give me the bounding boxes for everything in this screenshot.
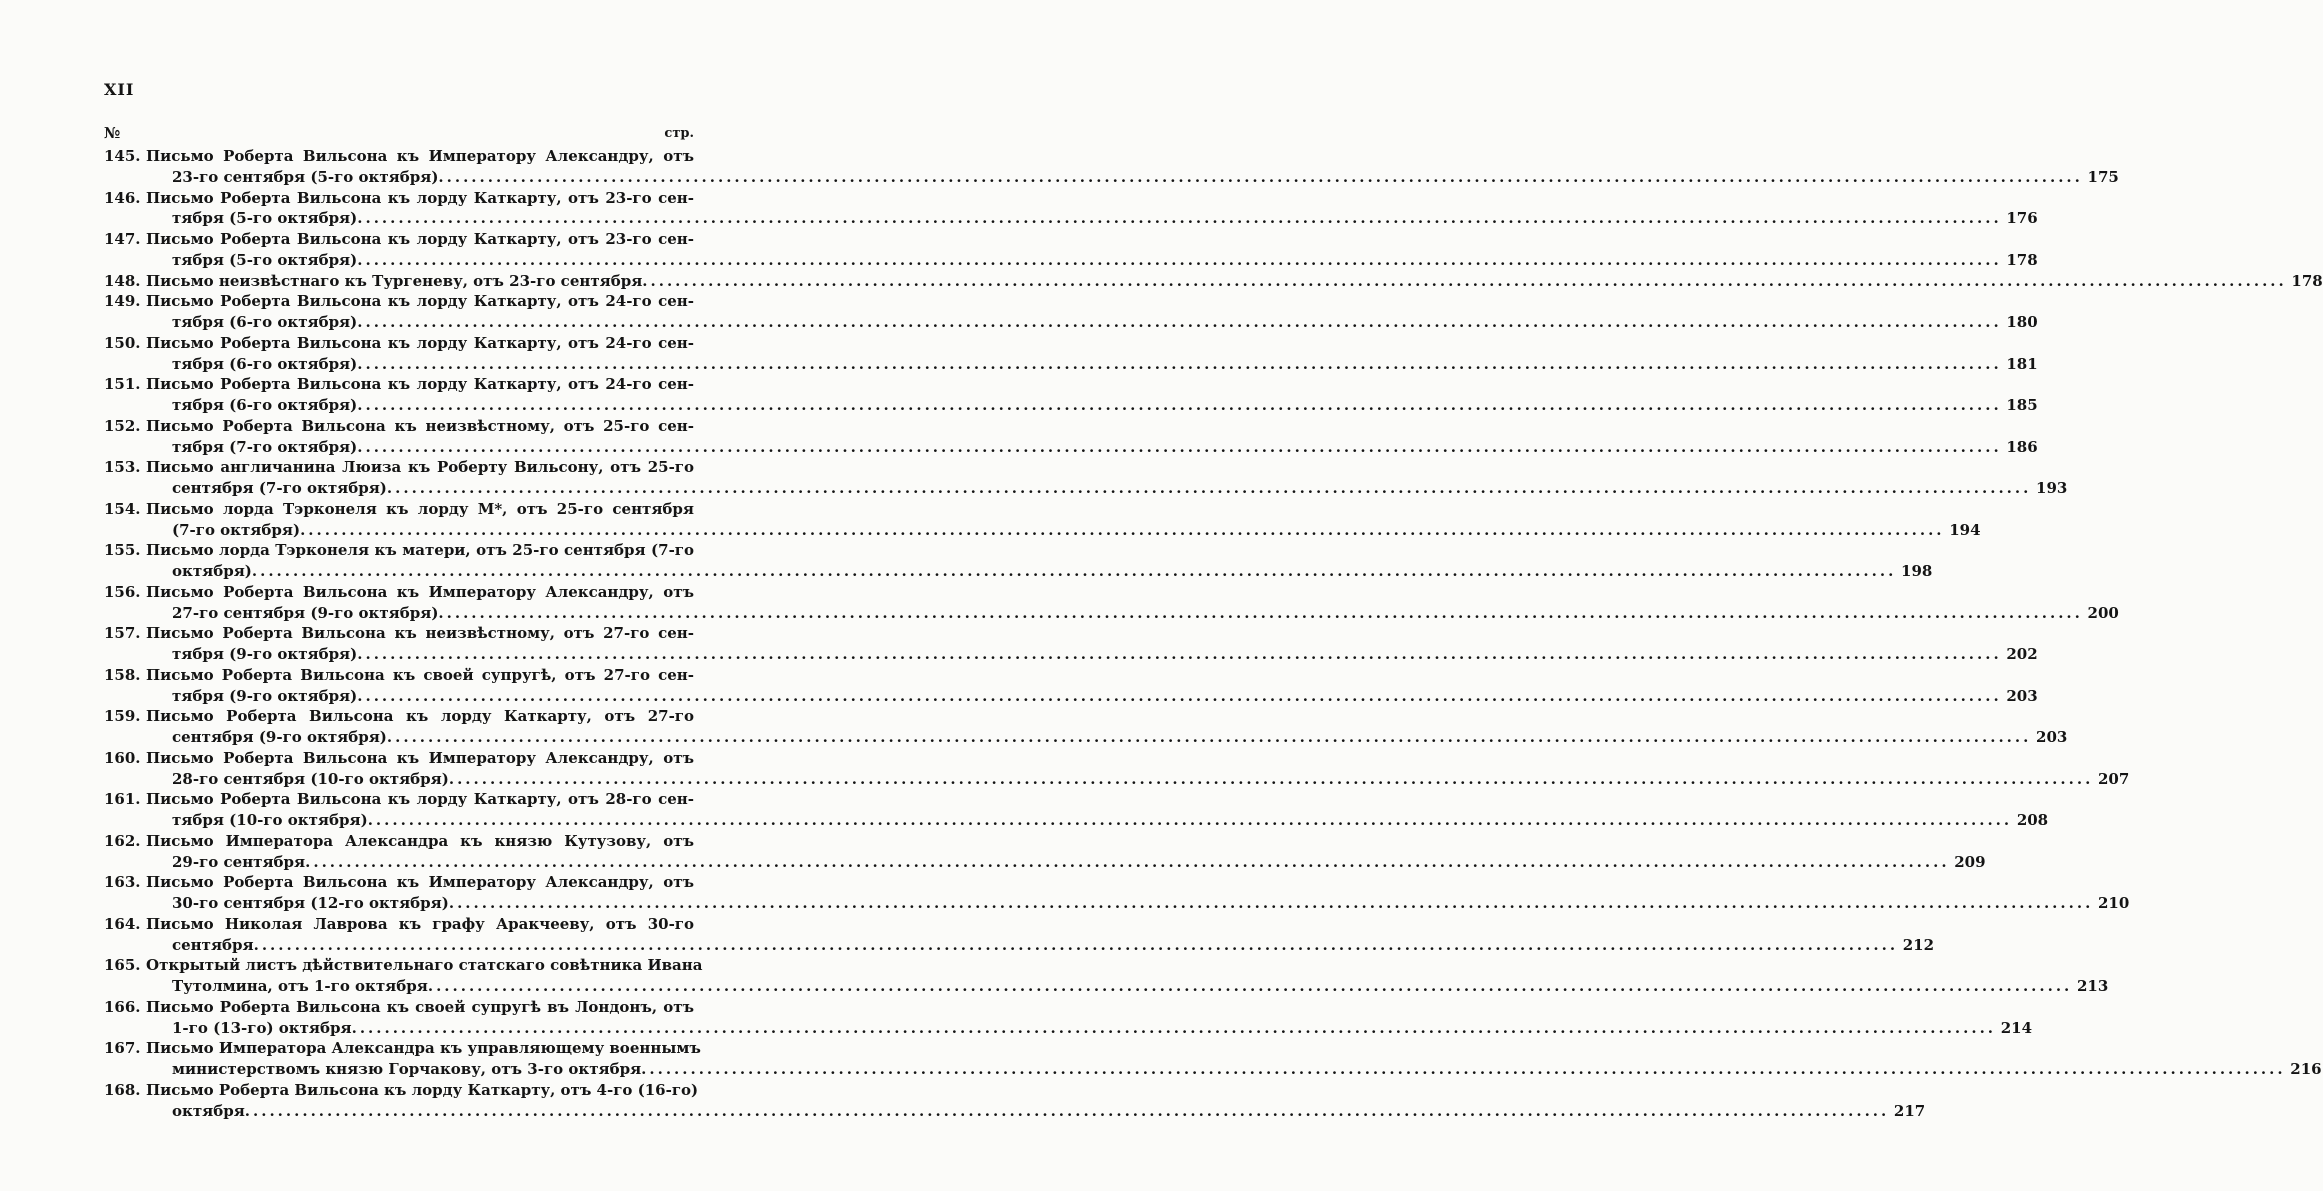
toc-entry-number: 160. bbox=[104, 748, 141, 767]
toc-entry-number: 165. bbox=[104, 956, 141, 975]
toc-entry-continuation-line bbox=[172, 1059, 2322, 1080]
toc-entry-continuation-line bbox=[172, 644, 2038, 665]
toc-entry-number: 154. bbox=[104, 499, 141, 518]
dot-leader: ........................................................................................................................................................................................................ bbox=[357, 686, 2002, 705]
toc-entry-title: Письмо Роберта Вильсона къ Императору Александру, отъ bbox=[146, 582, 694, 601]
toc-entry bbox=[104, 955, 2109, 997]
toc-entry-title: октября bbox=[172, 1101, 245, 1120]
toc-entry-continuation-line bbox=[172, 395, 2038, 416]
dot-leader: ........................................................................................................................................................................................................ bbox=[244, 1101, 1890, 1120]
toc-entry-page-number: 208 bbox=[2016, 811, 2049, 829]
toc-entry-first-line bbox=[104, 997, 694, 1018]
toc-entry-page-number: 214 bbox=[2000, 1018, 2033, 1037]
toc-entry-number: 148. bbox=[104, 271, 141, 290]
toc-entry-page-number: 213 bbox=[2076, 977, 2109, 995]
toc-entry-page-number: 207 bbox=[2097, 769, 2130, 788]
toc-entry-continuation-line bbox=[172, 852, 1986, 873]
toc-entry-page-number: 180 bbox=[2006, 313, 2038, 331]
toc-entry-page-number: 209 bbox=[1954, 852, 1986, 871]
toc-entry-page-number: 178 bbox=[2006, 250, 2038, 269]
toc-entry-continuation-line bbox=[172, 603, 2119, 624]
toc-entry-first-line bbox=[104, 582, 694, 603]
toc-entry-title: 1-го (13-го) октября bbox=[172, 1018, 352, 1037]
dot-leader: ........................................................................................................................................................................................................ bbox=[438, 603, 2083, 622]
toc-entry-page-number: 198 bbox=[1901, 562, 1933, 580]
toc-entry-title: сентября (9-го октября) bbox=[172, 728, 387, 746]
toc-entry-first-line bbox=[104, 872, 694, 893]
page-column-label: стр. bbox=[664, 126, 694, 141]
toc-header bbox=[104, 124, 694, 144]
toc-entry-number: 168. bbox=[104, 1080, 141, 1099]
toc-entry bbox=[104, 416, 2038, 458]
toc-entry-title: тября (7-го октября) bbox=[172, 437, 358, 456]
dot-leader: ........................................................................................................................................................................................................ bbox=[448, 769, 2094, 788]
toc-entry-title: Письмо лорда Тэрконеля къ матери, отъ 25-го сентября (7-го bbox=[146, 541, 694, 560]
dot-leader: ........................................................................................................................................................................................................ bbox=[357, 437, 2002, 456]
toc-entry-first-line bbox=[104, 457, 694, 478]
toc-entry bbox=[104, 333, 2038, 375]
toc-entry-first-line bbox=[104, 291, 694, 312]
dot-leader: ........................................................................................................................................................................................................ bbox=[357, 313, 2002, 331]
toc-entry-continuation-line bbox=[172, 478, 2068, 499]
toc-entry-continuation-line bbox=[172, 312, 2038, 333]
toc-entry-title: тября (6-го октября) bbox=[172, 354, 358, 373]
toc-entry-page-number: 200 bbox=[2087, 603, 2119, 622]
toc-entry-first-line bbox=[104, 333, 694, 354]
toc-entry-title: Письмо Роберта Вильсона къ неизвѣстному, отъ 27-го сен- bbox=[146, 624, 694, 643]
toc-entry-first-line bbox=[104, 1038, 701, 1059]
toc-entry-continuation-line bbox=[172, 686, 2038, 707]
toc-entry-page-number: 178 bbox=[2291, 271, 2323, 290]
dot-leader: ........................................................................................................................................................................................................ bbox=[357, 250, 2002, 269]
dot-leader: ........................................................................................................................................................................................................ bbox=[642, 271, 2287, 290]
toc-entry-continuation-line bbox=[172, 935, 1935, 956]
dot-leader: ........................................................................................................................................................................................................ bbox=[641, 1060, 2286, 1078]
toc-entry-first-line bbox=[104, 146, 694, 167]
toc-entry-title: Письмо Роберта Вильсона къ лорду Каткарту, отъ 28-го сен- bbox=[146, 790, 694, 809]
toc-entry bbox=[104, 623, 2038, 665]
toc-entry-continuation-line bbox=[172, 520, 1981, 541]
dot-leader: ........................................................................................................................................................................................................ bbox=[253, 935, 1899, 954]
toc-entry-title: тября (5-го октября) bbox=[172, 209, 358, 228]
toc-entry-title: Письмо Роберта Вильсона къ Императору Александру, отъ bbox=[146, 147, 694, 165]
toc-entry-continuation-line bbox=[172, 167, 2119, 188]
toc-entry bbox=[104, 665, 2038, 707]
toc-entry-number: 161. bbox=[104, 790, 141, 809]
toc-entry-title: тября (9-го октября) bbox=[172, 645, 358, 663]
toc-entry-first-line bbox=[104, 623, 694, 644]
table-of-contents bbox=[104, 146, 2323, 1121]
toc-entry-page-number: 212 bbox=[1902, 935, 1935, 954]
toc-entry bbox=[104, 997, 2033, 1039]
dot-leader: ........................................................................................................................................................................................................ bbox=[357, 354, 2002, 373]
toc-entry-page-number: 176 bbox=[2006, 209, 2038, 228]
toc-entry-page-number: 203 bbox=[2036, 728, 2068, 746]
number-column-label: № bbox=[104, 124, 121, 142]
toc-entry-title: 29-го сентября bbox=[172, 852, 306, 871]
toc-entry-first-line bbox=[104, 416, 694, 437]
toc-entry-title: Тутолмина, отъ 1-го октября bbox=[172, 977, 428, 995]
toc-entry-title: Письмо Роберта Вильсона къ неизвѣстному, отъ 25-го сен- bbox=[146, 416, 694, 435]
toc-entry-title: 28-го сентября (10-го октября) bbox=[172, 769, 449, 788]
toc-entry-page-number: 175 bbox=[2087, 167, 2119, 186]
toc-entry-continuation-line bbox=[172, 1018, 2033, 1039]
toc-entry-continuation-line bbox=[172, 976, 2109, 997]
toc-entry bbox=[104, 229, 2038, 271]
toc-entry-page-number: 193 bbox=[2036, 479, 2068, 497]
toc-entry-page-number: 181 bbox=[2006, 354, 2038, 373]
toc-entry-page-number: 185 bbox=[2006, 396, 2038, 414]
toc-entry-title: Письмо Роберта Вильсона къ лорду Каткарту, отъ 24-го сен- bbox=[146, 375, 694, 394]
toc-entry-continuation-line bbox=[172, 810, 2049, 831]
toc-entry bbox=[104, 499, 1981, 541]
toc-entry bbox=[104, 146, 2119, 188]
toc-entry-title: Письмо неизвѣстнаго къ Тургеневу, отъ 23-го сентября bbox=[146, 271, 643, 290]
toc-entry-continuation-line bbox=[172, 893, 2130, 914]
toc-entry-title: тября (5-го октября) bbox=[172, 250, 358, 269]
toc-entry-page-number: 216 bbox=[2290, 1060, 2322, 1078]
toc-entry-title: Письмо Роберта Вильсона къ лорду Каткарту, отъ 23-го сен- bbox=[146, 230, 694, 248]
toc-entry-number: 150. bbox=[104, 333, 141, 352]
toc-entry-first-line bbox=[104, 374, 694, 395]
toc-entry-number: 145. bbox=[104, 147, 141, 165]
toc-entry-title: сентября bbox=[172, 935, 254, 954]
toc-entry-title: Письмо Роберта Вильсона къ лорду Каткарту, отъ 24-го сен- bbox=[146, 292, 694, 311]
toc-entry-first-line bbox=[104, 789, 694, 810]
toc-entry-continuation-line bbox=[172, 250, 2038, 271]
toc-entry-continuation-line bbox=[172, 354, 2038, 375]
toc-entry-first-line bbox=[104, 955, 703, 976]
toc-entry-first-line bbox=[104, 1080, 699, 1101]
toc-entry-number: 156. bbox=[104, 582, 141, 601]
toc-entry-title: Письмо Роберта Вильсона къ лорду Каткарту, отъ 24-го сен- bbox=[146, 333, 694, 352]
toc-entry-title: 30-го сентября (12-го октября) bbox=[172, 894, 449, 912]
toc-entry-title: сентября (7-го октября) bbox=[172, 479, 387, 497]
toc-entry-title: министерствомъ князю Горчакову, отъ 3-го октября bbox=[172, 1060, 642, 1078]
toc-entry-number: 159. bbox=[104, 707, 141, 726]
dot-leader: ........................................................................................................................................................................................................ bbox=[367, 811, 2013, 829]
toc-entry bbox=[104, 1080, 1926, 1122]
toc-entry bbox=[104, 831, 1986, 873]
toc-entry-title: Письмо англичанина Люиза къ Роберту Вильсону, отъ 25-го bbox=[146, 458, 694, 477]
toc-entry-continuation-line bbox=[172, 437, 2038, 458]
toc-entry-number: 163. bbox=[104, 873, 141, 892]
toc-entry-continuation-line bbox=[172, 1101, 1926, 1122]
toc-entry-page-number: 194 bbox=[1949, 520, 1981, 539]
dot-leader: ........................................................................................................................................................................................................ bbox=[386, 728, 2032, 746]
toc-entry bbox=[104, 1038, 2322, 1080]
toc-entry-title: 23-го сентября (5-го октября) bbox=[172, 167, 439, 186]
toc-entry bbox=[104, 582, 2119, 624]
toc-entry-number: 167. bbox=[104, 1039, 141, 1058]
dot-leader: ........................................................................................................................................................................................................ bbox=[305, 852, 1950, 871]
toc-entry-page-number: 217 bbox=[1893, 1101, 1926, 1120]
dot-leader: ........................................................................................................................................................................................................ bbox=[251, 562, 1897, 580]
toc-entry-page-number: 186 bbox=[2006, 437, 2038, 456]
dot-leader: ........................................................................................................................................................................................................ bbox=[357, 209, 2002, 228]
toc-entry bbox=[104, 291, 2038, 333]
toc-entry-title: Письмо Роберта Вильсона къ лорду Каткарту, отъ 27-го bbox=[146, 707, 694, 726]
toc-entry-number: 157. bbox=[104, 624, 141, 643]
dot-leader: ........................................................................................................................................................................................................ bbox=[386, 479, 2032, 497]
toc-entry-title: тября (9-го октября) bbox=[172, 686, 358, 705]
dot-leader: ........................................................................................................................................................................................................ bbox=[351, 1018, 1997, 1037]
toc-entry-page-number: 210 bbox=[2097, 894, 2130, 912]
dot-leader: ........................................................................................................................................................................................................ bbox=[300, 520, 1945, 539]
toc-entry-title: 27-го сентября (9-го октября) bbox=[172, 603, 439, 622]
toc-entry bbox=[104, 789, 2049, 831]
toc-entry-title: октября) bbox=[172, 562, 252, 580]
toc-entry bbox=[104, 271, 2323, 292]
toc-entry-title: Открытый листъ дѣйствительнаго статскаго совѣтника Ивана bbox=[146, 956, 703, 975]
toc-entry-number: 147. bbox=[104, 230, 141, 248]
toc-entry-title: тября (10-го октября) bbox=[172, 811, 368, 829]
toc-entry-number: 164. bbox=[104, 914, 141, 933]
dot-leader: ........................................................................................................................................................................................................ bbox=[357, 396, 2002, 414]
toc-entry-first-line bbox=[104, 540, 694, 561]
toc-entry bbox=[104, 872, 2130, 914]
toc-entry-first-line bbox=[104, 499, 694, 520]
toc-entry-title: Письмо Императора Александра къ князю Кутузову, отъ bbox=[146, 831, 694, 850]
toc-entry-first-line bbox=[104, 706, 694, 727]
toc-entry-first-line bbox=[104, 229, 694, 250]
dot-leader: ........................................................................................................................................................................................................ bbox=[448, 894, 2094, 912]
toc-entry-title: Письмо лорда Тэрконеля къ лорду М*, отъ 25-го сентября bbox=[146, 499, 694, 518]
toc-entry-title: Письмо Николая Лаврова къ графу Аракчееву, отъ 30-го bbox=[146, 914, 694, 933]
toc-entry bbox=[104, 457, 2068, 499]
toc-entry bbox=[104, 188, 2038, 230]
toc-entry-first-line bbox=[104, 188, 694, 209]
toc-entry-title: (7-го октября) bbox=[172, 520, 301, 539]
toc-entry-continuation-line bbox=[172, 769, 2130, 790]
toc-entry-number: 149. bbox=[104, 292, 141, 311]
toc-entry-first-line bbox=[104, 748, 694, 769]
toc-entry-title: тября (6-го октября) bbox=[172, 396, 358, 414]
toc-entry-title: Письмо Императора Александра къ управляющему военнымъ bbox=[146, 1039, 701, 1058]
toc-entry-title: тября (6-го октября) bbox=[172, 313, 358, 331]
dot-leader: ........................................................................................................................................................................................................ bbox=[438, 167, 2083, 186]
toc-entry-title: Письмо Роберта Вильсона къ Императору Александру, отъ bbox=[146, 748, 694, 767]
toc-entry-number: 151. bbox=[104, 375, 141, 394]
toc-entry-title: Письмо Роберта Вильсона къ своей супругѣ въ Лондонъ, отъ bbox=[146, 997, 694, 1016]
toc-entry-page-number: 202 bbox=[2006, 645, 2038, 663]
toc-entry-continuation-line bbox=[172, 727, 2068, 748]
toc-entry-page-number: 203 bbox=[2006, 686, 2038, 705]
toc-entry-first-line bbox=[104, 914, 694, 935]
toc-entry bbox=[104, 540, 1933, 582]
toc-entry bbox=[104, 748, 2130, 790]
toc-entry-number: 158. bbox=[104, 665, 141, 684]
toc-entry-title: Письмо Роберта Вильсона къ лорду Каткарту, отъ 23-го сен- bbox=[146, 188, 694, 207]
toc-entry-title: Письмо Роберта Вильсона къ Императору Александру, отъ bbox=[146, 873, 694, 892]
toc-entry-first-line bbox=[104, 271, 2323, 292]
toc-entry-number: 146. bbox=[104, 188, 141, 207]
toc-entry-number: 152. bbox=[104, 416, 141, 435]
toc-entry-title: Письмо Роберта Вильсона къ лорду Каткарту, отъ 4-го (16-го) bbox=[146, 1080, 699, 1099]
dot-leader: ........................................................................................................................................................................................................ bbox=[427, 977, 2073, 995]
toc-entry-number: 162. bbox=[104, 831, 141, 850]
toc-entry-title: Письмо Роберта Вильсона къ своей супругѣ, отъ 27-го сен- bbox=[146, 665, 694, 684]
toc-entry-first-line bbox=[104, 665, 694, 686]
toc-entry-continuation-line bbox=[172, 208, 2038, 229]
page-roman-numeral: XII bbox=[104, 80, 135, 99]
toc-entry-number: 153. bbox=[104, 458, 141, 477]
toc-entry-number: 155. bbox=[104, 541, 141, 560]
toc-entry bbox=[104, 374, 2038, 416]
dot-leader: ........................................................................................................................................................................................................ bbox=[357, 645, 2002, 663]
toc-entry-first-line bbox=[104, 831, 694, 852]
toc-entry bbox=[104, 914, 1935, 956]
toc-entry-number: 166. bbox=[104, 997, 141, 1016]
toc-entry bbox=[104, 706, 2068, 748]
toc-entry-continuation-line bbox=[172, 561, 1933, 582]
